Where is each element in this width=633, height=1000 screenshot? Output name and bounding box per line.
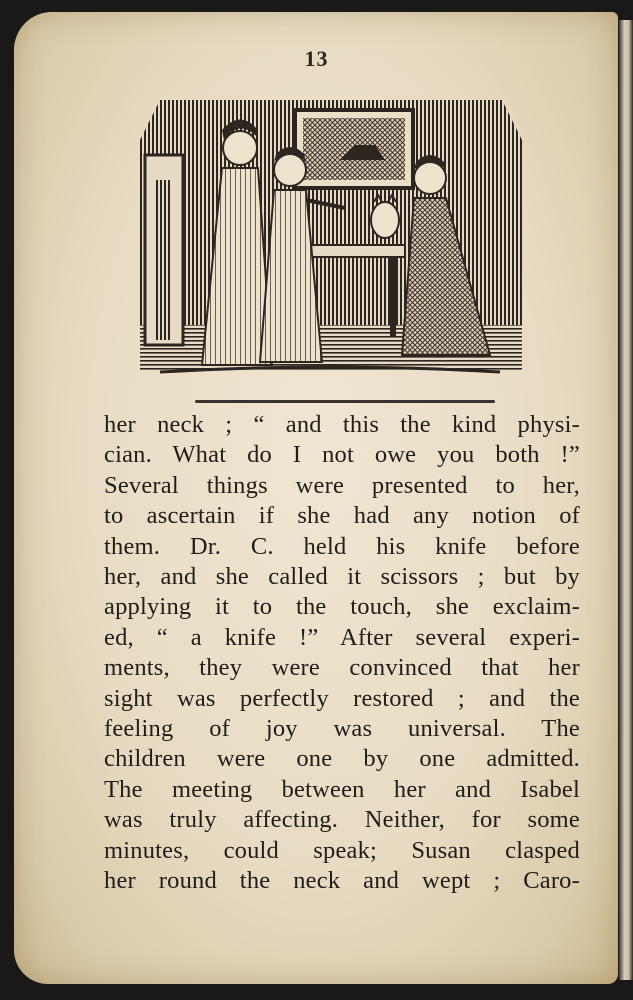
text-line: ed, “ a knife !” After several experi- [104, 623, 580, 651]
text-line: cian. What do I not owe you both !” [104, 441, 580, 469]
text-line: The meeting between her and Isabel [104, 775, 580, 803]
text-line: her neck ; “ and this the kind physi- [104, 411, 580, 438]
page-edge [619, 20, 633, 980]
text-line: applying it to the touch, she exclaim- [104, 593, 580, 621]
text-line: to ascertain if she had any notion of [104, 502, 580, 530]
text-line: her, and she called it scissors ; but by [104, 563, 580, 591]
text-line: feeling of joy was universal. The [104, 715, 580, 743]
text-line: children were one by one admitted. [104, 745, 580, 773]
text-line: was truly affecting. Neither, for some [104, 806, 580, 834]
page-number: 13 [304, 46, 329, 71]
text-line: minutes, could speak; Susan clasped [104, 836, 580, 864]
body-text [104, 410, 580, 897]
engraving-illustration [140, 100, 522, 390]
text-line: them. Dr. C. held his knife before [104, 532, 580, 560]
text-line: ments, they were convinced that her [104, 654, 580, 682]
text-line: sight was perfectly restored ; and the [104, 684, 580, 712]
text-line: Several things were presented to her, [104, 471, 580, 499]
divider-rule [195, 400, 495, 403]
text-line: her round the neck and wept ; Caro- [104, 867, 580, 895]
